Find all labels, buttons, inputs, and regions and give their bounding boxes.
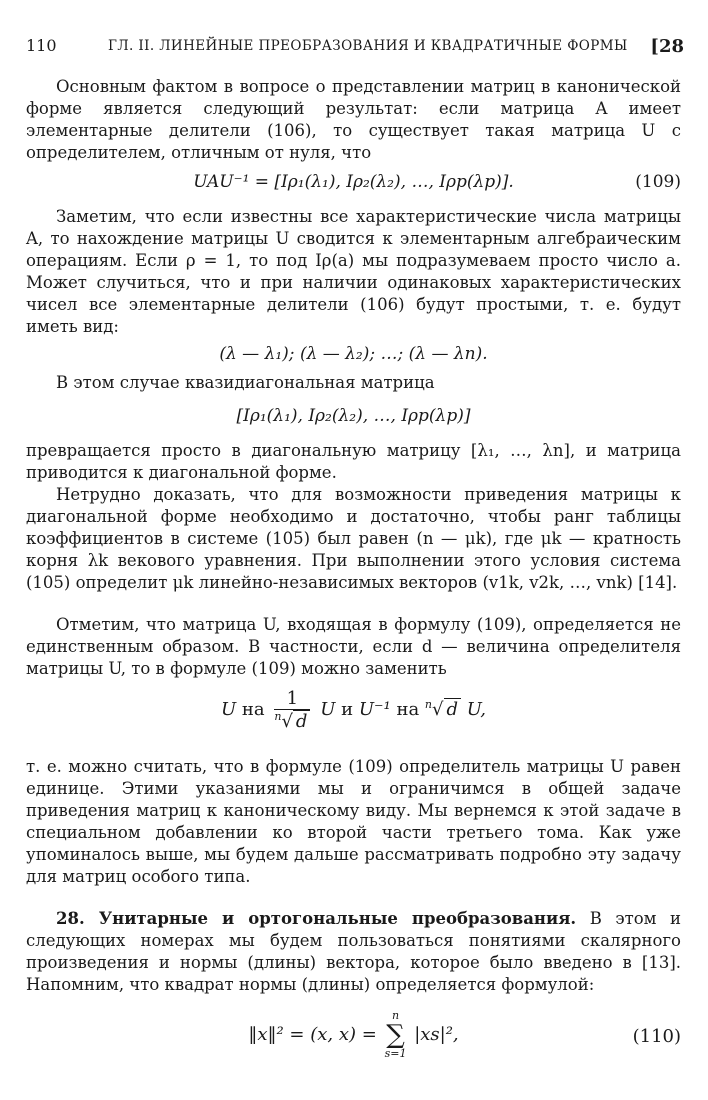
- running-title: ГЛ. II. ЛИНЕЙНЫЕ ПРЕОБРАЗОВАНИЯ И КВАДРАТИЧНЫЕ ФОРМЫ: [108, 38, 628, 54]
- section-28-heading: 28. Унитарные и ортогональные преобразования.: [56, 909, 577, 928]
- equation-110: [26, 1006, 681, 1070]
- replace-u-inverse: U⁻¹: [358, 699, 391, 720]
- equation-109-expression: UAU⁻¹ = [Iρ₁(λ₁), Iρ₂(λ₂), …, Iρp(λp)].: [193, 172, 514, 192]
- fraction: [274, 688, 310, 732]
- root-expression: $^n$√ d: [425, 699, 461, 720]
- equation-quasidiagonal: [26, 404, 681, 434]
- equation-replacement-expression: [26, 688, 681, 732]
- paragraph-6-text: Отметим, что матрица U, входящая в формулу (109), определяется не единственным образом. В частности, если d — величина определителя матрицы U, то в формуле (109) можно заменить: [26, 615, 681, 678]
- section-28-text: В этом и следующих номерах мы будем пользоваться понятиями скалярного произведения и нормы (длины) вектора, которое было введено в [13]. Напомним, что квадрат нормы (длины) определяется формулой:: [26, 909, 681, 994]
- root-index-2: n: [424, 698, 433, 711]
- paragraph-1-text: Основным фактом в вопросе о представлении матриц в канонической форме является следующий результат: если матрица A имеет элементарные делители (106), то существует такая матрица U с определителем, отличным от нуля, что: [26, 77, 681, 162]
- summation-lower: s=1: [384, 1047, 407, 1060]
- equation-divisors-expression: (λ — λ₁); (λ — λ₂); …; (λ — λn).: [219, 344, 488, 364]
- equation-109: [26, 170, 681, 200]
- summation: [385, 1010, 407, 1060]
- section-28-paragraph: [26, 908, 681, 996]
- summation-sign: ∑: [386, 1020, 405, 1050]
- replace-u-after: U: [320, 699, 336, 720]
- page-number: 110: [26, 36, 57, 55]
- replace-na-2: на: [396, 699, 420, 720]
- paragraph-1: [26, 76, 681, 164]
- paragraph-7-text: т. е. можно считать, что в формуле (109) определитель матрицы U равен единице. Этими указаниями мы и ограничимся в общей задаче приведения матриц к каноническому виду. Мы вернемся к этой задаче в специальном добавлении ко второй части третьего тома. Как уже упоминалось выше, мы будем дальше рассматривать подробно эту задачу для матриц особого типа.: [26, 757, 681, 886]
- replace-na-1: на: [241, 699, 265, 720]
- page-header: [26, 36, 684, 62]
- equation-110-rhs: |xs|²,: [414, 1024, 459, 1045]
- paragraph-4: [26, 440, 681, 484]
- equation-109-number: (109): [635, 172, 681, 192]
- equation-quasidiagonal-expression: [Iρ₁(λ₁), Iρ₂(λ₂), …, Iρp(λp)]: [236, 406, 471, 426]
- summation-upper: n: [391, 1009, 400, 1022]
- paragraph-7: [26, 756, 681, 888]
- equation-110-number: (110): [632, 1026, 681, 1047]
- paragraph-6: [26, 614, 681, 680]
- section-mark: [28: [650, 36, 684, 57]
- radicand-1: d: [293, 710, 311, 732]
- paragraph-5: [26, 484, 681, 594]
- paragraph-2: [26, 206, 681, 338]
- paragraph-5-text: Нетрудно доказать, что для возможности приведения матрицы к диагональной форме необходимо и достаточно, чтобы ранг таблицы коэффициентов в системе (105) был равен (n — μk), где μk — кратность корня λk векового уравнения. При выполнении этого условия система (105) определит μk линейно-независимых векторов (v1k, v2k, …, vnk) [14].: [26, 485, 681, 592]
- replace-and: и: [341, 699, 354, 720]
- radicand-2: d: [444, 698, 462, 720]
- equation-110-lhs: ‖x‖² = (x, x) =: [248, 1024, 377, 1045]
- root-index-1: n: [274, 710, 282, 723]
- paragraph-2-text: Заметим, что если известны все характеристические числа матрицы A, то нахождение матрицы U сводится к элементарным алгебраическим операциям. Если ρ = 1, то под Iρ(a) мы подразумеваем просто число a. Может случиться, что и при наличии одинаковых характеристических чисел все элементарные делители (106) будут простыми, т. е. будут иметь вид:: [26, 207, 681, 336]
- paragraph-4-text: превращается просто в диагональную матрицу [λ₁, …, λn], и матрица приводится к диагональной форме.: [26, 441, 681, 482]
- replace-tail: U,: [466, 699, 487, 720]
- section-28: [26, 908, 681, 996]
- replace-u: U: [220, 699, 237, 720]
- paragraph-3-text: В этом случае квазидиагональная матрица: [56, 373, 435, 392]
- paragraph-3: [26, 372, 681, 394]
- equation-110-expression: [26, 1010, 681, 1060]
- fraction-numerator: 1: [274, 688, 310, 710]
- fraction-denominator: $^n$√ d: [274, 710, 310, 732]
- equation-divisors: [26, 342, 681, 372]
- equation-replacement: [26, 684, 681, 744]
